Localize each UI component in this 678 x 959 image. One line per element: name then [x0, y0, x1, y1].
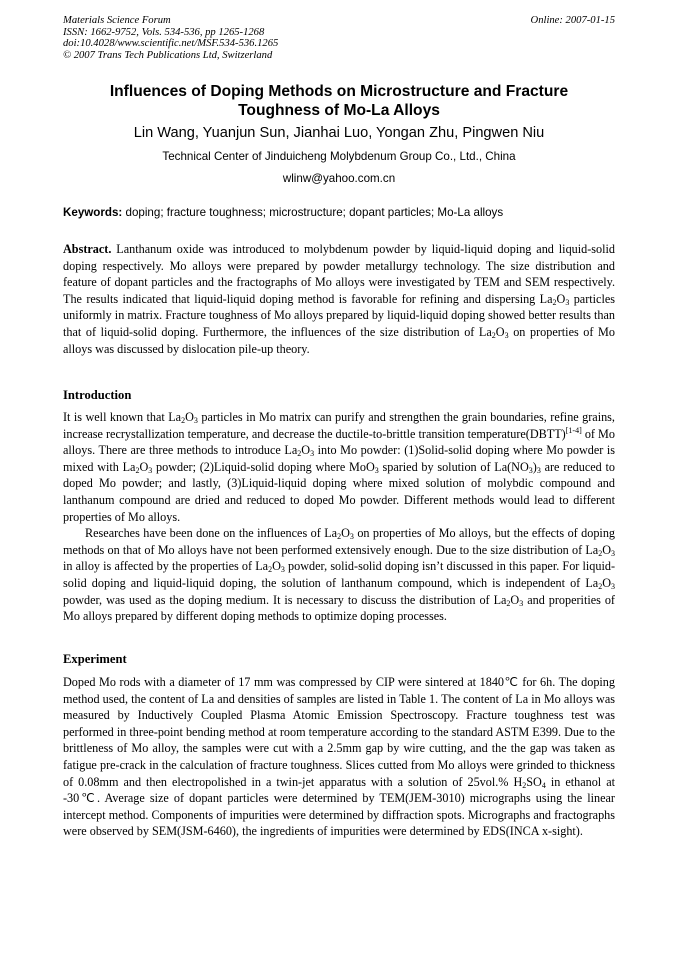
subscript: 3 — [193, 416, 198, 425]
text: O — [139, 459, 149, 474]
subscript: 2 — [598, 581, 603, 591]
text: O — [341, 526, 350, 541]
experiment-paragraph-1 — [63, 674, 615, 840]
journal-header — [63, 15, 278, 61]
abstract-text: O — [556, 291, 566, 306]
intro-paragraph-1 — [63, 409, 615, 525]
journal-copyright: © 2007 Trans Tech Publications Ltd, Switzerland — [63, 49, 273, 61]
subscript: 3 — [519, 598, 524, 608]
abstract-text: O — [495, 324, 505, 339]
abstract-text: particles uniformly in matrix. Fracture toughness of Mo alloys prepared by liquid-liquid doping showed better results than that of liquid-solid doping. Furthermore, the influences of the size distribution of La — [63, 291, 615, 339]
section-heading-introduction: Introduction — [63, 388, 132, 402]
subscript: 3 — [611, 581, 615, 591]
subscript: 3 — [611, 548, 615, 558]
subscript: 3 — [310, 449, 315, 459]
text: O — [301, 443, 311, 458]
subscript: 3 — [528, 465, 533, 475]
keywords — [63, 206, 615, 220]
text: O — [602, 542, 611, 557]
author-email: wlinw@yahoo.com.cn — [282, 172, 396, 185]
text: in alloy is affected by the properties of La — [63, 559, 269, 574]
subscript: 2 — [552, 297, 557, 307]
text: O — [510, 592, 520, 607]
text: powder, solid-solid doping isn’t discussed in this paper. For liquid-solid doping and liquid-liquid doping, the solution of lanthanum compound, which is independent of La — [63, 559, 616, 590]
subscript: 2 — [135, 465, 140, 475]
text: on properties of Mo alloys, but the effects of doping methods on that of Mo alloys have not been performed extensively enough. Due to the size distribution of La — [63, 526, 616, 557]
affiliation: Technical Center of Jinduicheng Molybdenum Group Co., Ltd., China — [162, 150, 516, 163]
abstract-label: Abstract. — [63, 242, 112, 256]
journal-name: Materials Science Forum — [63, 15, 171, 26]
introduction-body — [63, 409, 615, 625]
abstract-text: on properties of Mo alloys was discussed by dislocation pile-up theory. — [63, 324, 615, 356]
subscript: 2 — [491, 330, 496, 340]
text: of Mo alloys. There are three methods to introduce La — [63, 426, 615, 458]
paper-title-line-2: Toughness of Mo-La Alloys — [238, 102, 440, 119]
text: are reduced to doped Mo powder; and lastly, (3)Liquid-liquid doping where mixed solution of molybdic compound and lanthanum compound are dried and reduced to doped Mo powder. Different methods would lead to different properties of Mo alloys. — [63, 459, 615, 524]
subscript: 3 — [148, 465, 153, 475]
text: into Mo powder: (1)Solid-solid doping where Mo powder is mixed with La — [63, 443, 616, 474]
text: sparied by solution of La(NO — [378, 459, 529, 474]
text: particles in Mo matrix can purify and strengthen the grain boundaries, refine grains, increase recrystallization temperature, and decrease the ductile-to-brittle transition temperature(DBTT) — [63, 410, 615, 441]
subscript: 2 — [268, 565, 273, 575]
text: O — [602, 575, 611, 590]
text: SO — [526, 774, 542, 789]
subscript: 2 — [181, 416, 186, 425]
text: Researches have been done on the influences of La — [85, 526, 338, 541]
journal-issn: ISSN: 1662-9752, Vols. 534-536, pp 1265-1268 — [63, 26, 265, 38]
text: ) — [532, 459, 537, 474]
keywords-text: doping; fracture toughness; microstructure; dopant particles; Mo-La alloys — [122, 206, 504, 219]
abstract-text: Lanthanum oxide was introduced to molybdenum powder by liquid-liquid doping and liquid-solid doping respectively. Mo alloys were prepared by powder metallurgy technology. The size distribution and feature of dopant particles and the fractographs of Mo alloys were investigated by TEM and SEM respectively. The results indicated that liquid-liquid doping method is favorable for refining and dispersing La — [63, 242, 615, 306]
subscript: 3 — [349, 532, 354, 542]
text: It is well known that La — [63, 410, 182, 424]
citation[interactable]: [1-4] — [565, 425, 582, 435]
subscript: 3 — [565, 297, 570, 307]
subscript: 2 — [297, 449, 302, 459]
paper-title-line-1: Influences of Doping Methods on Microstructure and Fracture — [109, 83, 569, 100]
subscript: 3 — [536, 465, 541, 475]
subscript: 4 — [541, 780, 546, 790]
section-heading-experiment: Experiment — [63, 652, 127, 666]
journal-doi: doi:10.4028/www.scientific.net/MSF.534-536.1265 — [63, 38, 279, 49]
paper-title — [60, 82, 618, 120]
authors: Lin Wang, Yuanjun Sun, Jianhai Luo, Yongan Zhu, Pingwen Niu — [133, 125, 545, 141]
text: O — [272, 559, 281, 574]
online-date: Online: 2007-01-15 — [530, 15, 615, 26]
text: powder; (2)Liquid-solid doping where MoO — [152, 459, 375, 474]
experiment-body — [63, 674, 615, 840]
subscript: 2 — [506, 598, 511, 608]
text: powder, was used as the doping medium. It is necessary to discuss the distribution of La — [63, 592, 507, 607]
subscript: 3 — [374, 465, 379, 475]
keywords-label: Keywords: — [63, 206, 123, 219]
subscript: 2 — [337, 532, 342, 542]
intro-paragraph-2 — [63, 525, 615, 625]
subscript: 3 — [280, 565, 285, 575]
text: O — [185, 410, 194, 424]
subscript: 3 — [504, 330, 509, 340]
text: in ethanol at -30℃. Average size of dopant particles were determined by TEM(JEM-3010) micrographs using the linear intercept method. Components of impurities were determined by diffraction spots. Micrographs and fractographs were observed by SEM(JSM-6460), the ingredients of impurities were determined by EDS(INCA x-sight). — [63, 774, 615, 839]
text: Doped Mo rods with a diameter of 17 mm was compressed by CIP were sintered at 1840℃ for 6h. The doping method used, the content of La and densities of samples are listed in Table 1. The content of La in Mo alloys was measured by Inductively Coupled Plasma Atomic Emission Spectroscopy. Fracture toughness test was performed in three-point bending method at room temperature according to the standard ASTM E399. Due to the brittleness of Mo alloy, the samples were cut with a 2.5mm gap by wire cutting, and the the gap was taken as fatigue pre-crack in the calculation of fracture toughness. Slices cutted from Mo alloys were grinded to thickness of 0.08mm and then electropolished in a twin-jet apparatus with a solution of 25vol.% H — [63, 675, 615, 789]
subscript: 2 — [522, 780, 527, 790]
abstract — [63, 241, 615, 357]
subscript: 2 — [598, 548, 603, 558]
text: and properities of Mo alloys prepared by different doping methods to optimize doping processes. — [63, 592, 615, 624]
